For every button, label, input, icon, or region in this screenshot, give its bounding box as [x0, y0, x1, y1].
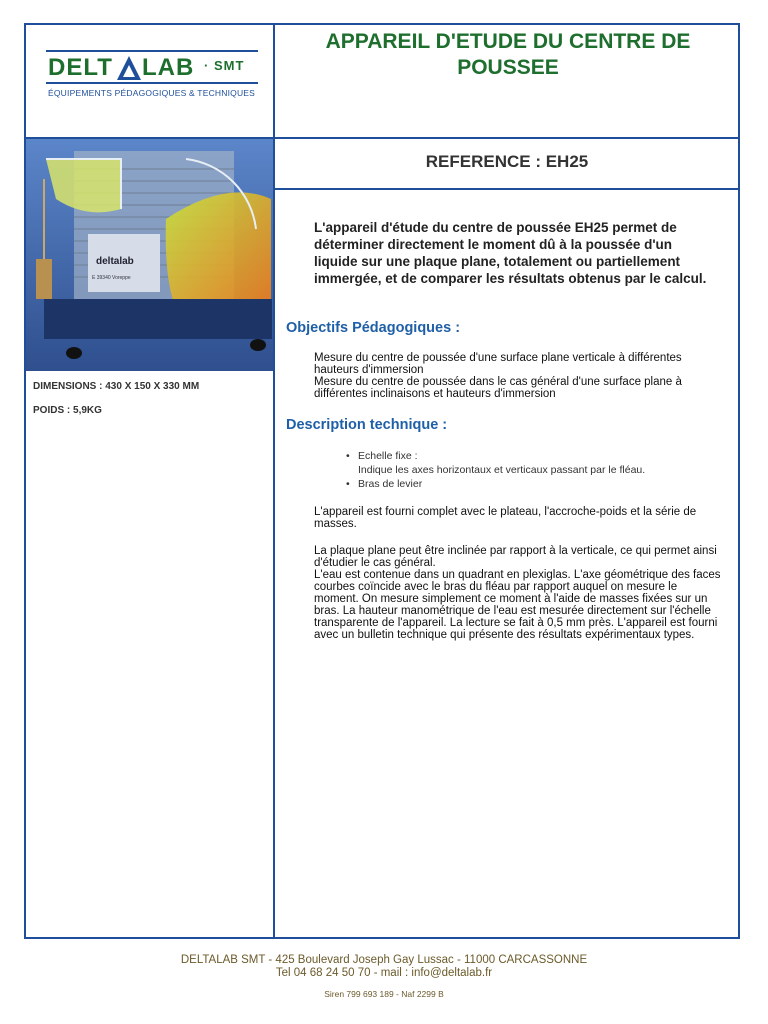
column-divider [273, 23, 275, 939]
reference-divider [274, 188, 740, 190]
bullet-text: Indique les axes horizontaux et verticaux passant par le fléau. [358, 464, 646, 476]
objectifs-list [314, 352, 724, 400]
logo-word-2: LAB [142, 54, 195, 81]
footer-siren: Siren 799 693 189 - Naf 2299 B [324, 989, 444, 999]
description-heading: Description technique : [286, 417, 448, 433]
bullet-item [344, 477, 724, 491]
footer-address: DELTALAB SMT - 425 Boulevard Joseph Gay Lussac - 11000 CARCASSONNE [180, 954, 588, 966]
bullet-title: Bras de levier [358, 478, 423, 490]
objectifs-heading: Objectifs Pédagogiques : [286, 320, 461, 336]
title-divider [274, 137, 740, 139]
logo-suffix: · SMT [204, 58, 245, 73]
bullet-item [344, 449, 724, 477]
document-title: APPAREIL D'ETUDE DU CENTRE DE POUSSEE [325, 30, 691, 79]
logo-triangle-icon [116, 55, 142, 81]
objectif-line-2: Mesure du centre de poussée dans le cas général d'une surface plane à différentes inclinaisons et hauteurs d'immersion [314, 376, 682, 400]
photo-label-brand: deltalab [96, 256, 134, 267]
description-paragraph-2 [314, 545, 724, 641]
spec-poids: POIDS : 5,9KG [33, 405, 102, 416]
logo-tagline: ÉQUIPEMENTS PÉDAGOGIQUES & TECHNIQUES [48, 88, 256, 98]
photo-label-address: E 39340 Voreppe [92, 275, 131, 281]
deltalab-logo [46, 50, 260, 102]
description-paragraph-2b: L'eau est contenue dans un quadrant en plexiglas. L'axe géométrique des faces courbes coïncide avec le bras du fléau par rapport auquel on mesure le moment. On mesure simplement ce moment à l'aide de masses fixées sur un bras. La hauteur manométrique de l'eau est mesurée directement sur l'échelle transparente de l'appareil. La lecture se fait à 0,5 mm près. L'appareil est fourni avec un bulletin technique qui présente des résultats expérimentaux types. [314, 569, 721, 641]
description-paragraph-2a: La plaque plane peut être inclinée par rapport à la verticale, ce qui permet ainsi d'étudier le cas général. [314, 545, 717, 569]
reference: REFERENCE : EH25 [425, 152, 589, 171]
bullet-icon: • [346, 478, 350, 490]
product-photo [26, 139, 273, 371]
description-bullets [344, 449, 724, 491]
objectif-line-1: Mesure du centre de poussée d'une surface plane verticale à différentes hauteurs d'immersion [314, 352, 682, 376]
logo-word-1: DELT [48, 54, 113, 81]
spec-dimensions: DIMENSIONS : 430 X 150 X 330 MM [33, 381, 200, 392]
bullet-title: Echelle fixe : [358, 450, 418, 462]
intro-paragraph: L'appareil d'étude du centre de poussée EH25 permet de déterminer directement le moment dû à la poussée d'un liquide sur une plaque plane, totalement ou partiellement immergée, et de comparer les résultats obtenus par le calcul. [314, 220, 707, 286]
description-paragraph-1: L'appareil est fourni complet avec le plateau, l'accroche-poids et la série de masses. [314, 506, 697, 530]
bullet-icon: • [346, 450, 350, 462]
footer-contact: Tel 04 68 24 50 70 - mail : info@deltalab.fr [275, 967, 493, 979]
